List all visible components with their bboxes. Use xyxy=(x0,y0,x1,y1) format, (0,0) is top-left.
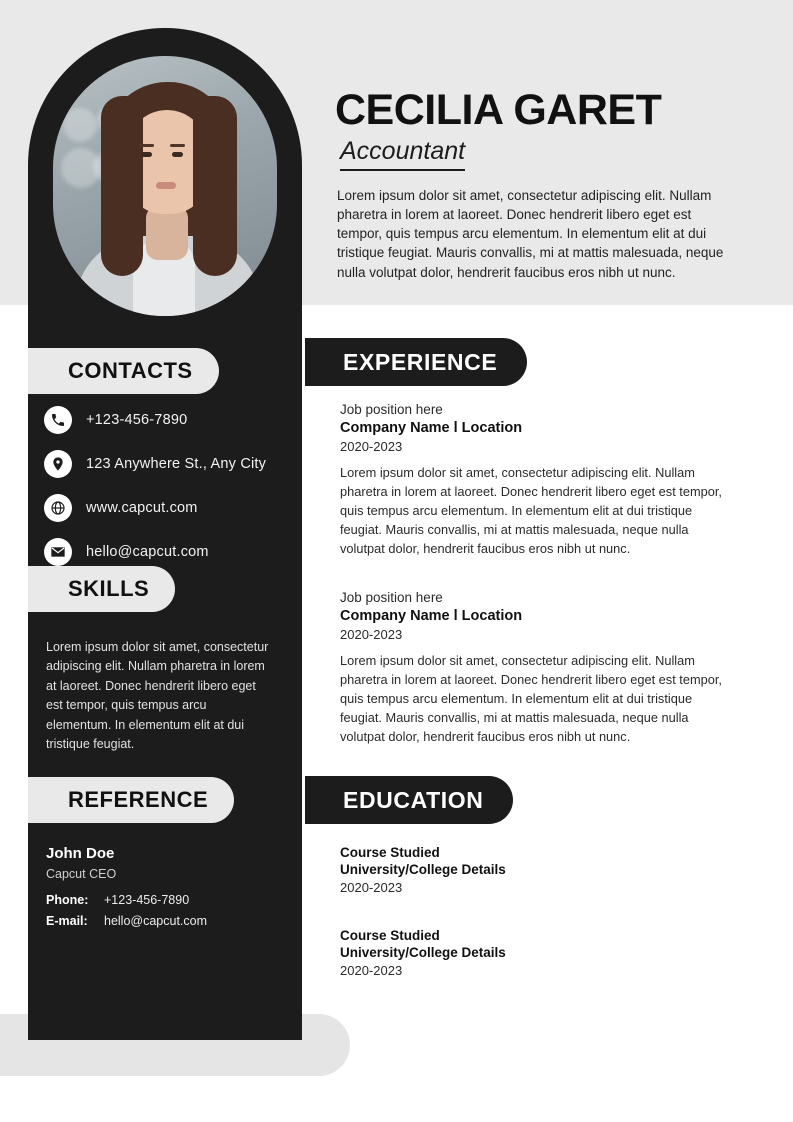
list-item[interactable] xyxy=(44,406,294,434)
section-header-reference: REFERENCE xyxy=(28,777,234,823)
section-header-experience: EXPERIENCE xyxy=(305,338,527,386)
section-header-contacts: CONTACTS xyxy=(28,348,219,394)
experience-dates: 2020-2023 xyxy=(340,439,403,454)
reference-role: Capcut CEO xyxy=(46,867,117,881)
contact-website: www.capcut.com xyxy=(86,500,198,516)
reference-phone-value: +123-456-7890 xyxy=(104,893,190,907)
education-dates: 2020-2023 xyxy=(340,880,403,895)
reference-phone-row xyxy=(46,893,286,907)
contact-address: 123 Anywhere St., Any City xyxy=(86,456,267,472)
section-header-education: EDUCATION xyxy=(305,776,513,824)
job-title: Accountant xyxy=(340,137,465,171)
envelope-icon xyxy=(44,538,72,566)
experience-position: Job position here xyxy=(340,590,443,605)
experience-entry xyxy=(340,590,735,747)
experience-description: Lorem ipsum dolor sit amet, consectetur adipiscing elit. Nullam pharetra in lorem at laoreet. Donec hendrerit libero eget est tempor, quis tempus arcu elementum. In elementum elit at dui tristique feugiat. Mauris convallis, mi at mattis malesuada, neque nulla volutpat dolor, hendrerit faucibus eros nibh ut nunc. xyxy=(340,465,722,556)
reference-phone-label: Phone: xyxy=(46,893,89,907)
experience-company: Company Name l Location xyxy=(340,608,523,624)
education-institution: University/College Details xyxy=(340,945,506,960)
reference-email-value: hello@capcut.com xyxy=(104,914,208,928)
list-item[interactable] xyxy=(44,450,294,478)
experience-entry xyxy=(340,402,735,559)
skills-description: Lorem ipsum dolor sit amet, consectetur adipiscing elit. Nullam pharetra in lorem at laoreet. Donec hendrerit libero eget est tempor, quis tempus arcu elementum. In elementum elit at dui tristique feugiat. xyxy=(46,640,269,751)
contact-phone: +123-456-7890 xyxy=(86,412,188,428)
reference-email-row xyxy=(46,914,286,928)
experience-dates: 2020-2023 xyxy=(340,627,403,642)
education-institution: University/College Details xyxy=(340,862,506,877)
phone-icon xyxy=(44,406,72,434)
profile-summary: Lorem ipsum dolor sit amet, consectetur adipiscing elit. Nullam pharetra in lorem at laoreet. Donec hendrerit libero eget est tempor, quis tempus arcu elementum. In elementum elit at dui tristique feugiat. Mauris convallis, mi at mattis malesuada, neque nulla volutpat dolor, hendrerit faucibus eros nibh ut nunc. xyxy=(337,188,724,280)
contacts-list xyxy=(44,406,294,582)
reference-email-label: E-mail: xyxy=(46,914,88,928)
education-course: Course Studied xyxy=(340,928,440,943)
experience-description: Lorem ipsum dolor sit amet, consectetur adipiscing elit. Nullam pharetra in lorem at laoreet. Donec hendrerit libero eget est tempor, quis tempus arcu elementum. In elementum elit at dui tristique feugiat. Mauris convallis, mi at mattis malesuada, neque nulla volutpat dolor, hendrerit faucibus eros nibh ut nunc. xyxy=(340,653,722,744)
experience-position: Job position here xyxy=(340,402,443,417)
list-item[interactable] xyxy=(44,538,294,566)
experience-company: Company Name l Location xyxy=(340,420,523,436)
education-entry xyxy=(340,845,720,895)
reference-name: John Doe xyxy=(46,845,115,862)
section-header-skills: SKILLS xyxy=(28,566,175,612)
reference-block xyxy=(46,845,286,935)
education-entry xyxy=(340,928,720,978)
globe-icon xyxy=(44,494,72,522)
location-pin-icon xyxy=(44,450,72,478)
contact-email: hello@capcut.com xyxy=(86,544,209,560)
page-title: CECILIA GARET xyxy=(335,86,662,134)
list-item[interactable] xyxy=(44,494,294,522)
profile-photo xyxy=(53,56,277,316)
education-course: Course Studied xyxy=(340,845,440,860)
education-dates: 2020-2023 xyxy=(340,963,403,978)
